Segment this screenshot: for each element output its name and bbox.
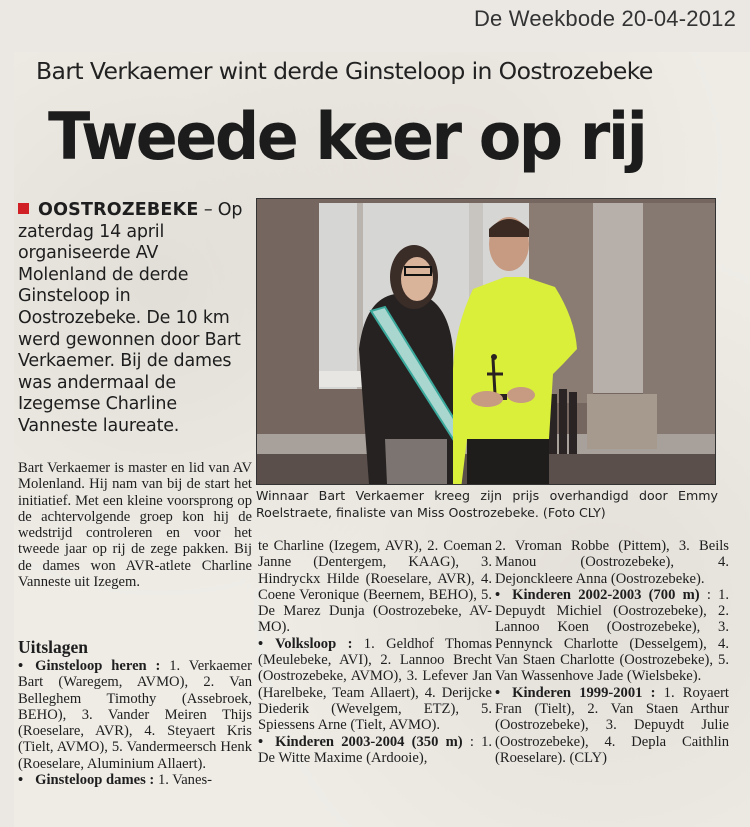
result-category: Volksloop : <box>275 635 353 652</box>
result-entry <box>18 658 252 772</box>
source-label: De Weekbode 20-04-2012 <box>473 6 736 31</box>
results-heading: Uitslagen <box>18 637 88 657</box>
results-column-2 <box>258 538 492 766</box>
article-body: Bart Verkaemer is master en lid van AV Molenland. Hij nam van bij de start het initiatief. Met een kleine voorsprong op de achtervolgende groep kon hij de wedstrijd controleren en voor het tweede jaar op rij de zege pakken. Bij de dames won AVR-atlete Charline Vanneste uit Izegem. <box>18 460 252 591</box>
bullet-icon: • <box>495 586 501 603</box>
results-column-3 <box>495 538 729 766</box>
result-entry <box>495 587 729 685</box>
result-category: Ginsteloop heren : <box>35 658 161 674</box>
result-text: 1. Royaert Fran (Tielt), 2. Van Staen Arthur (Oostrozebeke), 3. Depuydt Julie (Oostrozebeke), 4. Depla Caithlin (Roeselare). (CLY) <box>495 684 729 766</box>
lead-text: Op zaterdag 14 april organiseerde AV Molenland de derde Ginsteloop in Oostrozebeke. De 10 km werd gewonnen door Bart Verkaemer. Bij de dames was andermaal de Izegemse Charline Vanneste laureate. <box>18 200 243 436</box>
article-headline: Tweede keer op rij <box>48 97 646 175</box>
article-kicker: Bart Verkaemer wint derde Ginsteloop in Oostrozebeke <box>36 57 653 85</box>
article-lead <box>18 200 252 438</box>
result-continuation: 2. Vroman Robbe (Pittem), 3. Beils Manou (Oostrozebeke), 4. Dejonckleere Anna (Oostrozebeke). <box>495 538 729 587</box>
article-photo <box>256 198 716 485</box>
red-square-icon <box>18 203 29 214</box>
bullet-icon: • <box>18 658 24 674</box>
result-text: : 1. De Witte Maxime (Ardooie), <box>258 733 493 766</box>
results-column-1 <box>18 658 252 788</box>
result-text: : 1. Depuydt Michiel (Oostrozebeke), 2. Lannoo Koen (Oostrozebeke), 3. Pennynck Charlotte (Desselgem), 4. Van Staen Charlotte (Oostrozebeke), 5. Van Wassenhove Jade (Wielsbeke). <box>495 586 730 685</box>
result-text: 1. Geldhof Thomas (Meulebeke, AVI), 2. Lannoo Brecht (Oostrozebeke, AVMO), 3. Lefever Jan (Harelbeke, Team Allaert), 4. Derijcke Diederik (Wevelgem, ETZ), 5. Spiessens Arne (Tielt, AVMO). <box>258 635 493 734</box>
result-category: Kinderen 1999-2001 : <box>512 684 656 701</box>
dateline-dash: – <box>198 200 213 220</box>
result-entry <box>258 734 492 767</box>
result-category: Kinderen 2003-2004 (350 m) <box>275 733 463 750</box>
result-continuation: te Charline (Izegem, AVR), 2. Coeman Janne (Dentergem, KAAG), 3. Hindryckx Hilde (Roeselare, AVR), 4. Coene Veronique (Beernem, BEHO), 5. De Marez Dunja (Oostrozebeke, AV-MO). <box>258 538 492 636</box>
result-entry <box>258 636 492 734</box>
bullet-icon: • <box>258 733 264 750</box>
result-category: Ginsteloop dames : <box>35 772 155 789</box>
bullet-icon: • <box>258 635 264 652</box>
result-text: 1. Vanes- <box>154 772 212 789</box>
photo-caption: Winnaar Bart Verkaemer kreeg zijn prijs overhandigd door Emmy Roelstraete, finaliste van Miss Oostrozebeke. (Foto CLY) <box>256 488 718 520</box>
bullet-icon: • <box>495 684 501 701</box>
newspaper-clipping <box>14 52 750 827</box>
result-entry <box>18 772 252 788</box>
dateline: OOSTROZEBEKE <box>38 200 199 220</box>
result-category: Kinderen 2002-2003 (700 m) <box>512 586 700 603</box>
bullet-icon: • <box>18 772 24 789</box>
result-entry <box>495 685 729 766</box>
result-text: 1. Verkaemer Bart (Waregem, AVMO), 2. Van Belleghem Timothy (Assebroek, BEHO), 3. Vander Meiren Thijs (Roeselare, AVR), 4. Steyaert Kris (Tielt, AVMO), 5. Vandermeersch Henk (Roeselare, Aluminium Allaert). <box>18 658 252 772</box>
